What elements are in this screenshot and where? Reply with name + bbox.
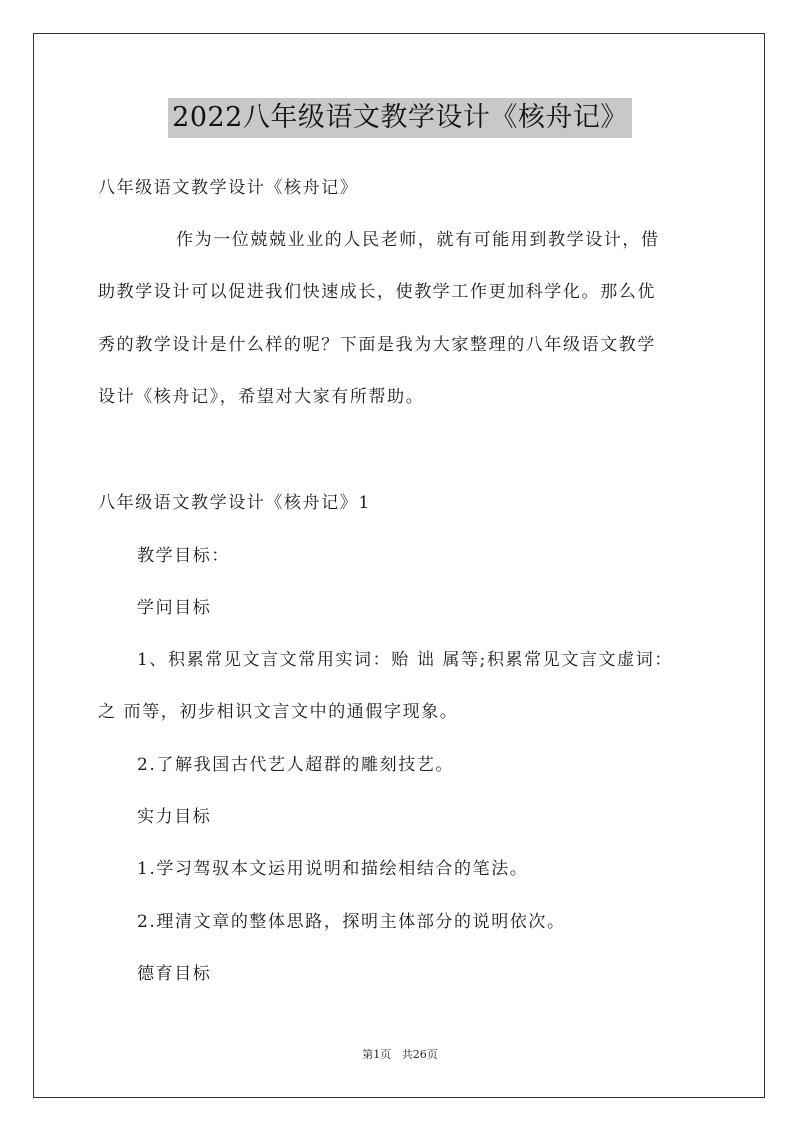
page-footer: 第1页 共26页 bbox=[362, 1048, 438, 1061]
intro-line-2: 助教学设计可以促进我们快速成长，使教学工作更加科学化。那么优 bbox=[98, 282, 656, 302]
ability-item-1: 1.学习驾驭本文运用说明和描绘相结合的笔法。 bbox=[137, 859, 529, 879]
intro-line-3: 秀的教学设计是什么样的呢？下面是我为大家整理的八年级语文教学 bbox=[98, 335, 656, 355]
intro-line-1: 作为一位兢兢业业的人民老师，就有可能用到教学设计，借 bbox=[176, 230, 660, 250]
knowledge-item-2: 2.了解我国古代艺人超群的雕刻技艺。 bbox=[137, 755, 455, 775]
knowledge-goals-label: 学问目标 bbox=[137, 598, 212, 618]
document-title: 2022八年级语文教学设计《核舟记》 bbox=[168, 98, 632, 138]
ability-item-2: 2.理清文章的整体思路，探明主体部分的说明依次。 bbox=[137, 912, 566, 932]
intro-line-4: 设计《核舟记》，希望对大家有所帮助。 bbox=[98, 387, 425, 407]
teaching-goals-label: 教学目标： bbox=[137, 546, 230, 566]
moral-goals-label: 德育目标 bbox=[137, 964, 212, 984]
subtitle-line: 八年级语文教学设计《核舟记》 bbox=[98, 178, 359, 198]
ability-goals-label: 实力目标 bbox=[137, 807, 212, 827]
knowledge-item-1: 1、积累常见文言文常用实词：贻 诎 属等;积累常见文言文虚词： bbox=[137, 650, 673, 670]
title-container bbox=[0, 98, 800, 138]
section-heading: 八年级语文教学设计《核舟记》1 bbox=[98, 493, 371, 513]
knowledge-item-1-cont: 之 而等，初步相识文言文中的通假字现象。 bbox=[98, 702, 459, 722]
